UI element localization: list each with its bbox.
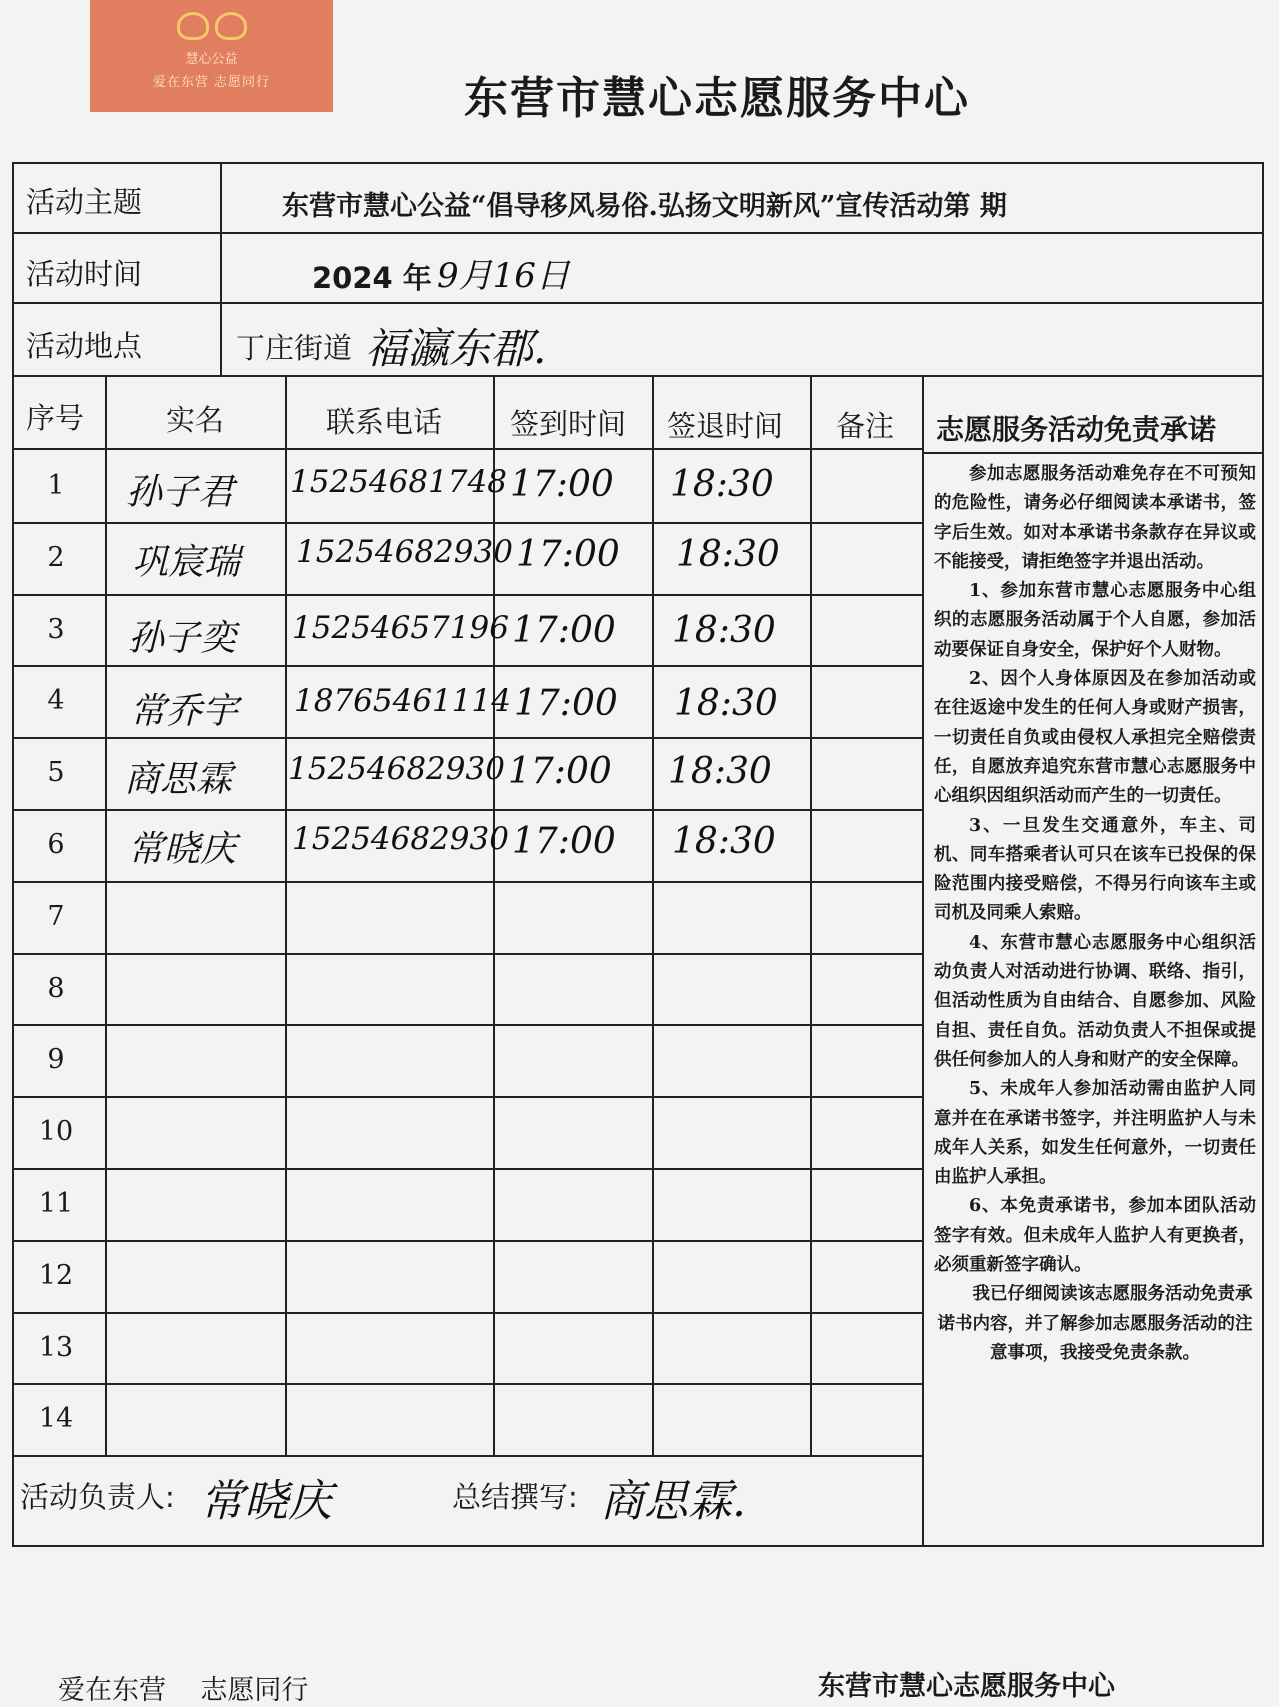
row-divider [12, 594, 922, 596]
row-name: 孙子奕 [128, 618, 237, 659]
row-number: 4 [47, 685, 65, 716]
logo-line2: 爱在东营 志愿同行 [152, 75, 271, 90]
footer-org: 东营市慧心志愿服务中心 [818, 1671, 1115, 1702]
row-number: 14 [38, 1403, 74, 1434]
place-label: 活动地点 [26, 329, 143, 363]
row-name: 巩宸瑞 [132, 542, 241, 583]
logo-line1: 慧心公益 [185, 52, 238, 67]
divider [12, 1455, 922, 1457]
row-checkout: 18:30 [674, 683, 778, 724]
disclaimer-paragraph: 6、本免责承诺书，参加本团队活动签字有效。但未成年人监护人有更换者，必须重新签字确认。 [934, 1196, 1256, 1276]
row-checkin: 17:00 [510, 464, 614, 505]
disclaimer-paragraph: 4、东营市慧心志愿服务中心组织活动负责人对活动进行协调、联络、指引，但活动性质为自由结合、自愿参加、风险自担、责任自负。活动负责人不担保或提供任何参加人的人身和财产的安全保障。 [934, 932, 1256, 1070]
logo-mark-icon [90, 6, 333, 46]
row-divider [12, 881, 922, 883]
divider [12, 375, 1264, 377]
row-name: 常晓庆 [128, 829, 237, 870]
row-checkout: 18:30 [672, 610, 776, 651]
time-handwritten: 9月16日 [437, 256, 570, 296]
row-divider [12, 737, 922, 739]
row-number: 3 [47, 614, 65, 645]
writer-signature: 商思霖. [600, 1476, 746, 1527]
row-checkin: 17:00 [512, 821, 616, 862]
divider [12, 448, 922, 450]
row-divider [12, 1168, 922, 1170]
row-checkin: 17:00 [508, 751, 612, 792]
row-divider [12, 1096, 922, 1098]
row-number: 12 [38, 1260, 74, 1291]
disclaimer-paragraph: 我已仔细阅读该志愿服务活动免责承诺书内容，并了解参加志愿服务活动的注意事项，我接受免责条款。 [937, 1284, 1253, 1363]
divider [652, 375, 654, 1455]
row-phone: 15254682930 [288, 751, 505, 787]
row-divider [12, 1383, 922, 1385]
divider [105, 375, 107, 1455]
divider [12, 302, 1264, 304]
col-header-phone: 联系电话 [326, 405, 443, 439]
row-number: 11 [38, 1188, 74, 1219]
row-number: 6 [47, 829, 65, 860]
row-number: 1 [47, 470, 65, 501]
row-checkout: 18:30 [670, 464, 774, 505]
disclaimer-text [934, 460, 1256, 1368]
row-divider [12, 665, 922, 667]
time-year: 2024 年 [312, 261, 432, 295]
row-phone: 15254681748 [290, 464, 507, 500]
row-divider [12, 809, 922, 811]
row-divider [12, 1312, 922, 1314]
row-phone: 15254657196 [292, 610, 509, 646]
disclaimer-paragraph: 2、因个人身体原因及在参加活动或在往返途中发生的任何人身或财产损害，一切责任自负或由侵权人承担完全赔偿责任，自愿放弃追究东营市慧心志愿服务中心组织因组织活动而产生的一切责任。 [934, 669, 1256, 807]
col-header-remark: 备注 [836, 409, 895, 443]
row-name: 孙子君 [126, 472, 235, 513]
row-checkin: 17:00 [512, 610, 616, 651]
disclaimer-paragraph: 参加志愿服务活动难免存在不可预知的危险性，请务必仔细阅读本承诺书，签字后生效。如对本承诺书条款存在异议或不能接受，请拒绝签字并退出活动。 [934, 464, 1256, 572]
col-header-checkin: 签到时间 [510, 407, 627, 441]
time-label: 活动时间 [26, 257, 143, 291]
theme-label: 活动主题 [26, 185, 143, 219]
page-title: 东营市慧心志愿服务中心 [464, 73, 970, 124]
theme-value: 东营市慧心公益“倡导移风易俗.弘扬文明新风”宣传活动第 期 [282, 191, 1007, 222]
row-phone: 15254682930 [296, 534, 513, 570]
disclaimer-paragraph: 1、参加东营市慧心志愿服务中心组织的志愿服务活动属于个人自愿，参加活动要保证自身安全，保护好个人财物。 [934, 581, 1256, 660]
row-checkout: 18:30 [668, 751, 772, 792]
divider [922, 452, 1264, 454]
row-number: 10 [38, 1116, 74, 1147]
footer-slogan: 爱在东营 志愿同行 [58, 1675, 309, 1706]
col-header-no: 序号 [26, 401, 85, 435]
row-checkout: 18:30 [676, 534, 780, 575]
writer-label: 总结撰写: [452, 1480, 578, 1514]
place-printed: 丁庄街道 [236, 331, 353, 365]
row-phone: 18765461114 [294, 683, 511, 719]
row-divider [12, 953, 922, 955]
leader-label: 活动负责人: [20, 1480, 175, 1514]
row-phone: 15254682930 [292, 821, 509, 857]
row-number: 5 [47, 757, 65, 788]
row-name: 商思霖 [124, 759, 233, 800]
disclaimer-header: 志愿服务活动免责承诺 [936, 413, 1217, 446]
row-divider [12, 1240, 922, 1242]
divider [810, 375, 812, 1455]
divider [922, 375, 924, 1547]
disclaimer-paragraph: 3、一旦发生交通意外，车主、司机、同车搭乘者认可只在该车已投保的保险范围内接受赔偿，不得另行向该车主或司机及同乘人索赔。 [934, 815, 1256, 924]
row-checkin: 17:00 [514, 683, 618, 724]
leader-signature: 常晓庆 [200, 1476, 332, 1527]
divider [285, 375, 287, 1455]
row-divider [12, 1024, 922, 1026]
row-number: 2 [47, 542, 65, 573]
row-divider [12, 522, 922, 524]
divider [12, 232, 1264, 234]
row-number: 9 [47, 1044, 65, 1075]
col-header-checkout: 签退时间 [667, 409, 784, 443]
place-handwritten: 福瀛东郡. [365, 324, 547, 373]
col-header-name: 实名 [166, 403, 225, 437]
row-number: 7 [47, 901, 65, 932]
row-name: 常乔宇 [130, 691, 239, 732]
row-number: 13 [38, 1332, 74, 1363]
row-checkout: 18:30 [672, 821, 776, 862]
divider [220, 162, 222, 375]
row-number: 8 [47, 973, 65, 1004]
disclaimer-paragraph: 5、未成年人参加活动需由监护人同意并在在承诺书签字，并注明监护人与未成年人关系，如发生任何意外，一切责任由监护人承担。 [934, 1079, 1256, 1188]
row-checkin: 17:00 [516, 534, 620, 575]
